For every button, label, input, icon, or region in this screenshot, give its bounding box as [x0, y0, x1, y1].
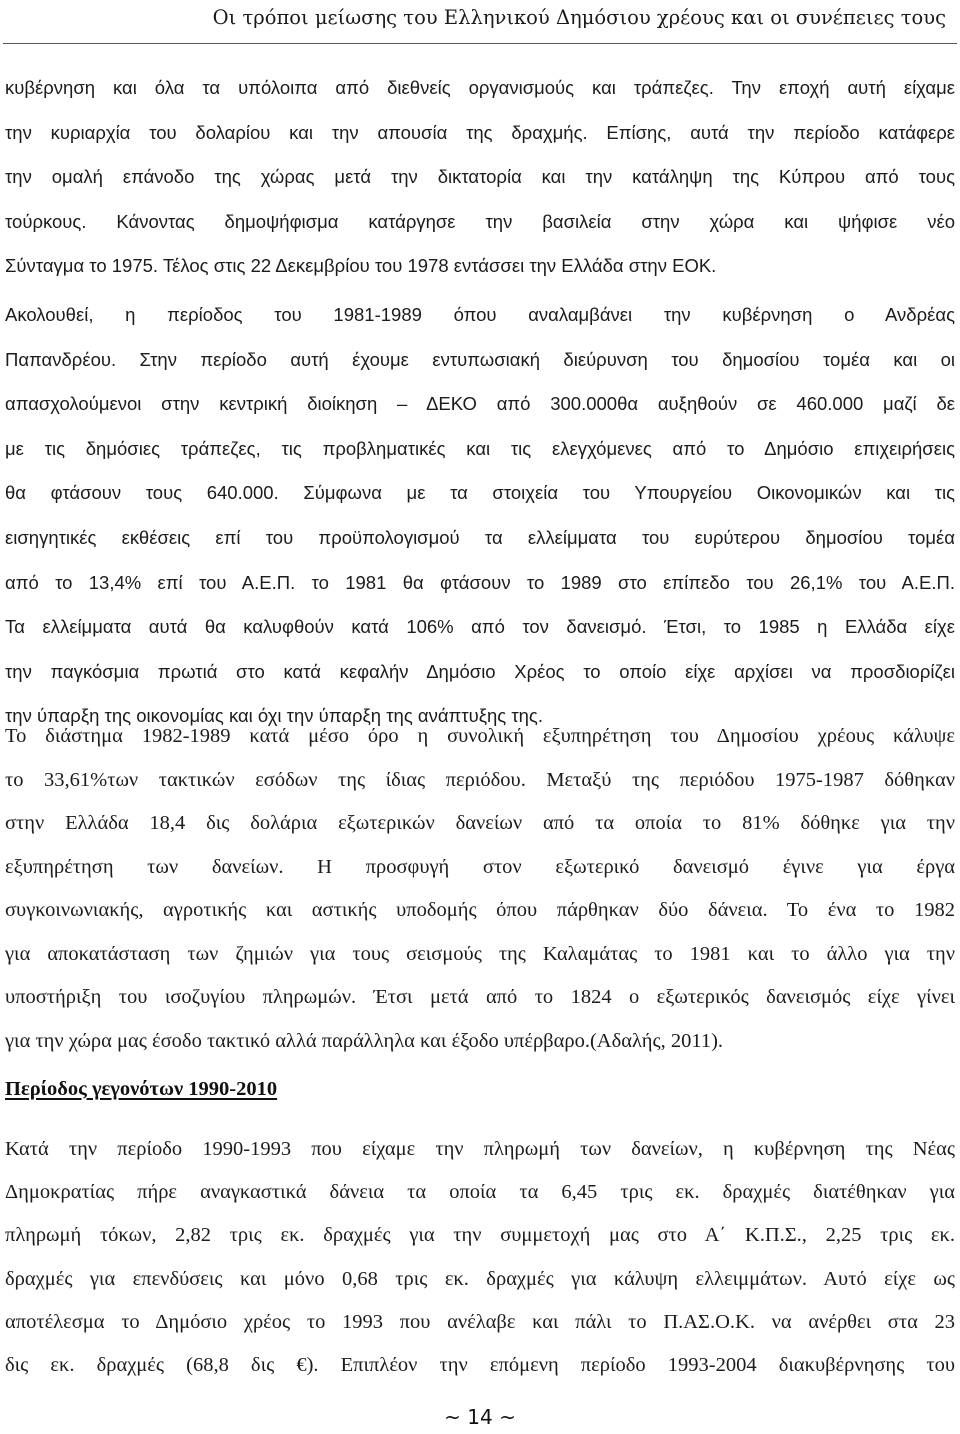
- text-line: θα φτάσουν τους 640.000. Σύμφωνα με τα στοιχεία του Υπουργείου Οικονομικών και τις: [5, 482, 955, 504]
- text-line: πληρωμή τόκων, 2,82 τρις εκ. δραχμές για την συμμετοχή μας στο Α΄ Κ.Π.Σ., 2,25 τρις εκ.: [5, 1224, 955, 1247]
- running-header: Οι τρόποι μείωσης του Ελληνικού Δημόσιου χρέους και οι συνέπειες τους: [212, 6, 946, 29]
- text-line: Το διάστημα 1982-1989 κατά μέσο όρο η συνολική εξυπηρέτηση του Δημοσίου χρέους κάλυψε: [5, 725, 955, 747]
- text-line: αποτέλεσμα το Δημόσιο χρέος το 1993 που ανέλαβε και πάλι το Π.ΑΣ.Ο.Κ. να ανέρθει στα 23: [5, 1310, 955, 1333]
- text-line: την κυριαρχία του δολαρίου και την απουσία της δραχμής. Επίσης, αυτά την περίοδο κατάφερε: [5, 121, 955, 143]
- paragraph: [5, 1128, 955, 1387]
- text-line: Παπανδρέου. Στην περίοδο αυτή έχουμε εντυπωσιακή διεύρυνση του δημοσίου τομέα και οι: [5, 348, 955, 370]
- paragraph: [5, 293, 955, 739]
- text-line: στην Ελλάδα 18,4 δις δολάρια εξωτερικών δανείων από τα οποία το 81% δόθηκε για την: [5, 812, 955, 834]
- text-line: Κατά την περίοδο 1990-1993 που είχαμε την πληρωμή των δανείων, η κυβέρνηση της Νέας: [5, 1138, 955, 1160]
- text-line: Σύνταγμα το 1975. Τέλος στις 22 Δεκεμβρίου του 1978 εντάσσει την Ελλάδα στην ΕΟΚ.: [5, 255, 717, 277]
- text-line: απασχολούμενοι στην κεντρική διοίκηση – ΔΕΚΟ από 300.000θα αυξηθούν σε 460.000 μαζί δε: [5, 393, 955, 415]
- text-line: την παγκόσμια πρωτιά στο κατά κεφαλήν Δημόσιο Χρέος το οποίο είχε αρχίσει να προσδιορίζει: [5, 660, 955, 682]
- paragraph: [5, 715, 955, 1063]
- text-line: Δημοκρατίας πήρε αναγκαστικά δάνεια τα οποία τα 6,45 τρις εκ. δραχμές διατέθηκαν για: [5, 1181, 955, 1204]
- text-line: κυβέρνηση και όλα τα υπόλοιπα από διεθνείς οργανισμούς και τράπεζες. Την εποχή αυτή είχαμε: [5, 77, 955, 98]
- text-line: για την χώρα μας έσοδο τακτικό αλλά παράλληλα και έξοδο υπέρβαρο.(Αδαλής, 2011).: [5, 1029, 724, 1052]
- text-line: υποστήριξη του ισοζυγίου πληρωμών. Έτσι μετά από το 1824 ο εξωτερικός δανεισμός είχε γίνει: [5, 986, 955, 1008]
- text-line: τούρκους. Κάνοντας δημοψήφισμα κατάργησε την βασιλεία στην χώρα και ψήφισε νέο: [5, 210, 955, 232]
- body-text-section: [5, 1128, 955, 1387]
- text-line: την ύπαρξη της οικονομίας και όχι την ύπαρξη της ανάπτυξης της.: [5, 705, 543, 727]
- text-line: δις εκ. δραχμές (68,8 δις €). Επιπλέον την επόμενη περίοδο 1993-2004 διακυβέρνησης του: [5, 1353, 955, 1376]
- text-line: συγκοινωνιακής, αγροτικής και αστικής υποδομής όπου πάρθηκαν δύο δάνεια. Το ένα το 1982: [5, 899, 955, 921]
- text-line: για αποκατάσταση των ζημιών για τους σεισμούς της Καλαμάτας το 1981 και το άλλο για την: [5, 942, 955, 965]
- text-line: με τις δημόσιες τράπεζες, τις προβληματικές και τις ελεγχόμενες από το Δημόσιο επιχειρήσεις: [5, 437, 955, 459]
- header-divider: [3, 43, 957, 44]
- text-line: από το 13,4% επί του Α.Ε.Π. το 1981 θα φτάσουν το 1989 στο επίπεδο του 26,1% του Α.Ε.Π.: [5, 571, 955, 593]
- section-heading: Περίοδος γεγονότων 1990-2010: [5, 1078, 278, 1100]
- body-text-top: [5, 66, 955, 739]
- text-line: το 33,61%των τακτικών εσόδων της ίδιας περιόδου. Μεταξύ της περιόδου 1975-1987 δόθηκαν: [5, 768, 955, 791]
- text-line: Τα ελλείμματα αυτά θα καλυφθούν κατά 106% από τον δανεισμό. Έτσι, το 1985 η Ελλάδα είχε: [5, 616, 955, 638]
- page-number: ~ 14 ~: [444, 1405, 516, 1429]
- text-line: εξυπηρέτηση των δανείων. Η προσφυγή στον εξωτερικό δανεισμό έγινε για έργα: [5, 855, 955, 878]
- text-line: την ομαλή επάνοδο της χώρας μετά την δικτατορία και την κατάληψη της Κύπρου από τους: [5, 166, 955, 188]
- text-line: Ακολουθεί, η περίοδος του 1981-1989 όπου αναλαμβάνει την κυβέρνηση ο Ανδρέας: [5, 303, 955, 325]
- text-line: δραχμές για επενδύσεις και μόνο 0,68 τρις εκ. δραχμές για κάλυψη ελλειμμάτων. Αυτό είχε ως: [5, 1267, 955, 1290]
- body-text-middle: [5, 715, 955, 1063]
- paragraph: [5, 66, 955, 289]
- text-line: εισηγητικές εκθέσεις επί του προϋπολογισμού τα ελλείμματα του ευρύτερου δημοσίου τομέα: [5, 526, 955, 548]
